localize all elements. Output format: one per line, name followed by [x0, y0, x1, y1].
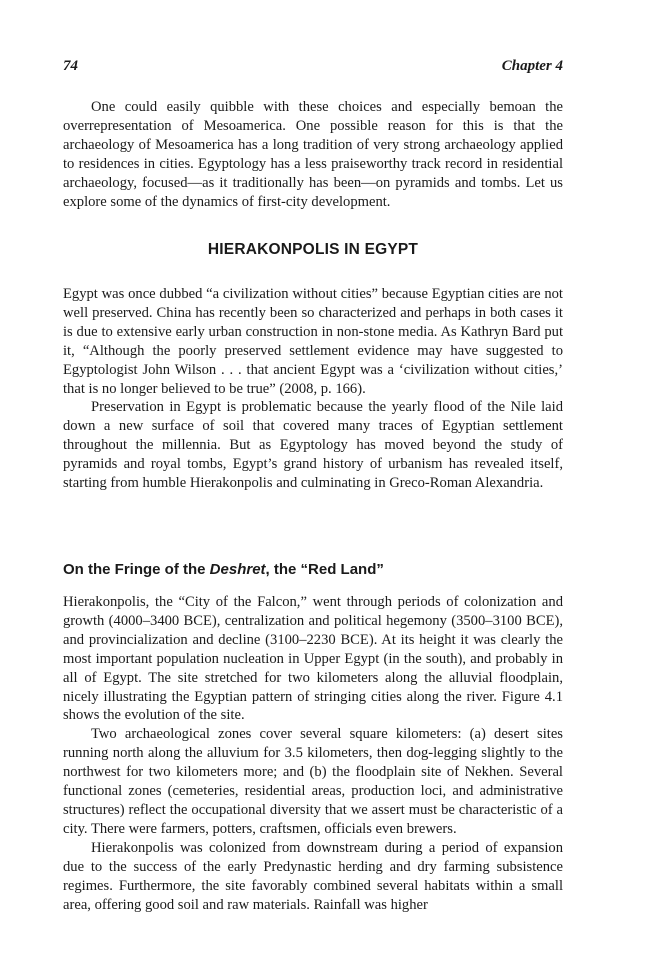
intro-block: [63, 98, 563, 211]
page-number: 74: [63, 58, 78, 74]
fringe-block: [63, 593, 563, 914]
subsection-heading-emphasis: Deshret: [209, 561, 266, 578]
paragraph: Preservation in Egypt is problematic because the yearly flood of the Nile laid down a new surface of soil that covered many traces of Egyptian settlement throughout the millennia. But as Egyptology has moved beyond the study of pyramids and royal tombs, Egypt’s grand history of urbanism has revealed itself, starting from humble Hierakonpolis and culminating in Greco-Roman Alexandria.: [63, 399, 563, 492]
intro-paragraph: One could easily quibble with these choices and especially bemoan the overrepresentation of Mesoamerica. One possible reason for this is that the archaeology of Mesoamerica has a long tradition of very strong archaeology applied to residences in cities. Egyptology has a less praiseworthy track record in residential archaeology, focused—as it traditionally has been—on pyramids and tombs. Let us explore some of the dynamics of first-city development.: [63, 99, 563, 210]
paragraph: Egypt was once dubbed “a civilization without cities” because Egyptian cities are not well preserved. China has recently been so characterized and perhaps in both cases it is due to extensive early urban construction in non-stone media. As Kathryn Bard put it, “Although the poorly preserved settlement evidence may have suggested to Egyptologist John Wilson . . . that ancient Egypt was a ‘civilization without cities,’ that is no longer believed to be true” (2008, p. 166).: [63, 286, 563, 397]
subsection-heading-pre: On the Fringe of the: [63, 561, 210, 578]
paragraph: Hierakonpolis was colonized from downstream during a period of expansion due to the success of the early Predynastic herding and dry farming subsistence regimes. Furthermore, the site favorably combined several habitats within a small area, offering good soil and raw materials. Rainfall was higher: [63, 839, 563, 913]
egypt-block: [63, 285, 563, 493]
subsection-heading-post: , the “Red Land”: [265, 561, 384, 578]
chapter-label: Chapter 4: [501, 58, 563, 74]
subsection-heading: [63, 561, 563, 578]
paragraph: Two archaeological zones cover several square kilometers: (a) desert sites running north along the alluvium for 3.5 kilometers, then dog-legging slightly to the northwest for two kilometers more; and (b) the floodplain site of Nekhen. Several functional zones (cemeteries, residential areas, production loci, and administrative structures) reflect the occupational diversity that we assert must be characteristic of a city. There were farmers, potters, craftsmen, officials even brewers.: [63, 726, 563, 837]
section-heading: HIERAKONPOLIS IN EGYPT: [207, 241, 419, 258]
paragraph: Hierakonpolis, the “City of the Falcon,” went through periods of colonization and growth (4000–3400 BCE), centralization and political hegemony (3500–3100 BCE), and provincialization and decline (3100–2230 BCE). At its height it was clearly the most important population nucleation in Upper Egypt (in the south), and probably in all of Egypt. The site stretched for two kilometers along the alluvial floodplain, nicely illustrating the Egyptian pattern of stringing cities along the river. Figure 4.1 shows the evolution of the site.: [63, 594, 563, 724]
running-head: [63, 58, 563, 75]
